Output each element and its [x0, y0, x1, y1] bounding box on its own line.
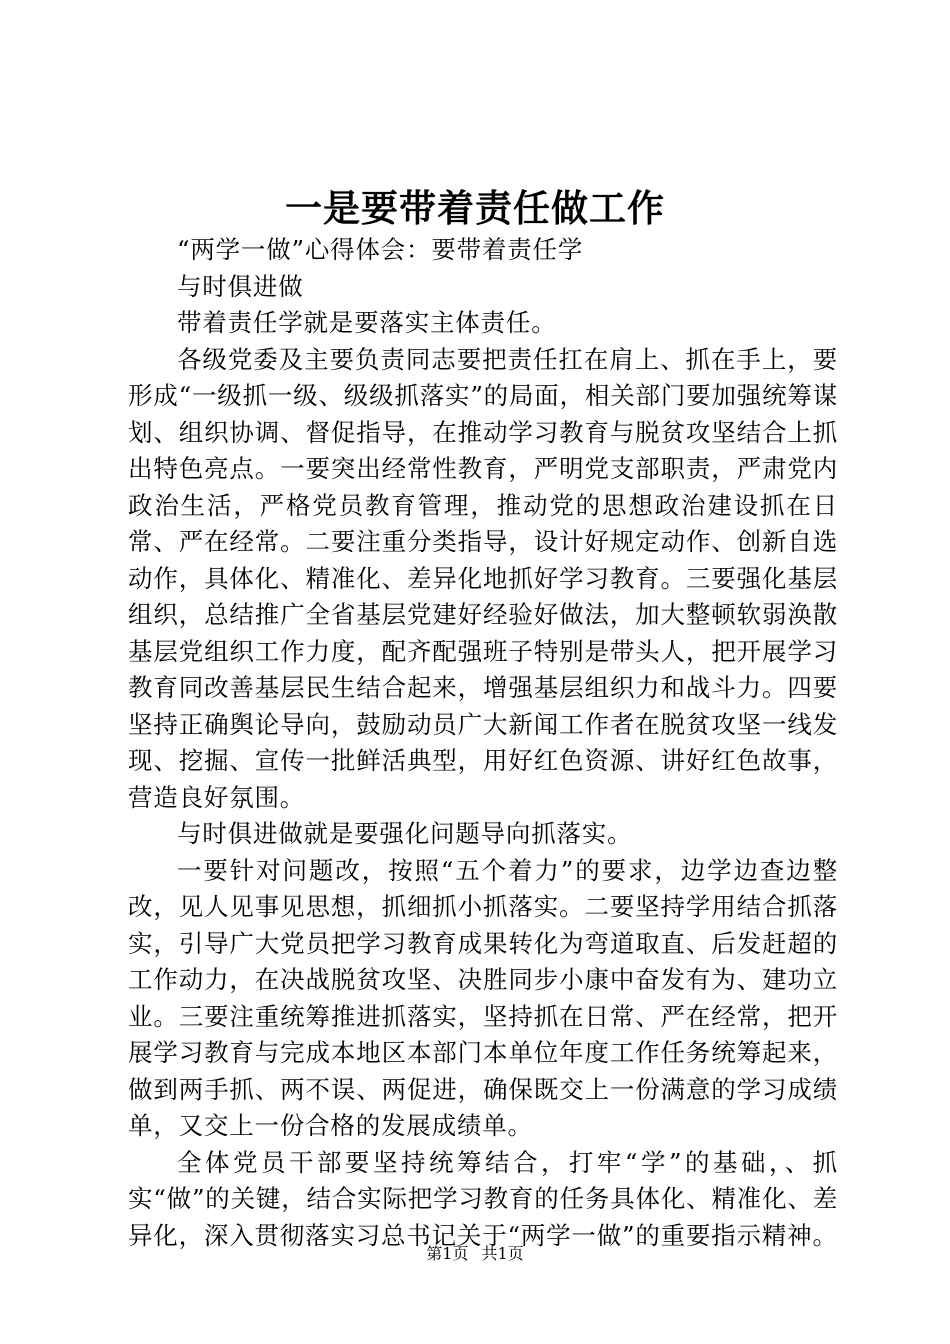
- page-total: 共1页: [481, 1244, 524, 1263]
- document-title: 一是要带着责任做工作: [285, 186, 665, 230]
- paragraph-conclusion: 全体党员干部要坚持统筹结合，打牢“学”的基础，、抓实“做”的关键，结合实际把学习教育的任务具体化、精准化、差异化，深入贯彻落实习总书记关于“两学一做”的重要指示精神。: [128, 1147, 838, 1250]
- page-number: 第1页: [426, 1244, 469, 1263]
- paragraph: 一要针对问题改，按照“五个着力”的要求，边学边查边整改，见人见事见思想，抓细抓小抓落实。二要坚持学用结合抓落实，引导广大党员把学习教育成果转化为弯道取直、后发赶超的工作动力，在决战脱贫攻坚、决胜同步小康中奋发有为、建功立业。三要注重统筹推进抓落实，坚持抓在日常、严在经常，把开展学习教育与完成本地区本部门本单位年度工作任务统筹起来，做到两手抓、两不误、两促进，确保既交上一份满意的学习成绩单，又交上一份合格的发展成绩单。: [128, 855, 838, 1140]
- paragraph: 各级党委及主要负责同志要把责任扛在肩上、抓在手上，要形成“一级抓一级、级级抓落实”的局面，相关部门要加强统筹谋划、组织协调、督促指导，在推动学习教育与脱贫攻坚结合上抓出特色亮点。一要突出经常性教育，严明党支部职责，严肃党内政治生活，严格党员教育管理，推动党的思想政治建设抓在日常、严在经常。二要注重分类指导，设计好规定动作、创新自选动作，具体化、精准化、差异化地抓好学习教育。三要强化基层组织，总结推广全省基层党建好经验好做法，加大整顿软弱涣散基层党组织工作力度，配齐配强班子特别是带头人，把开展学习教育同改善基层民生结合起来，增强基层组织力和战斗力。四要坚持正确舆论导向，鼓励动员广大新闻工作者在脱贫攻坚一线发现、挖掘、宣传一批鲜活典型，用好红色资源、讲好红色故事，营造良好氛围。: [128, 344, 838, 812]
- paragraph-heading-line-continued: 与时俱进做: [177, 271, 304, 301]
- paragraph-section-lead: 带着责任学就是要落实主体责任。: [177, 308, 557, 337]
- page-footer: [0, 1242, 950, 1266]
- paragraph-heading-line: “两学一做”心得体会：要带着责任学: [177, 235, 584, 264]
- document-body: [128, 232, 838, 1254]
- paragraph-section-lead: 与时俱进做就是要强化问题导向抓落实。: [177, 819, 633, 848]
